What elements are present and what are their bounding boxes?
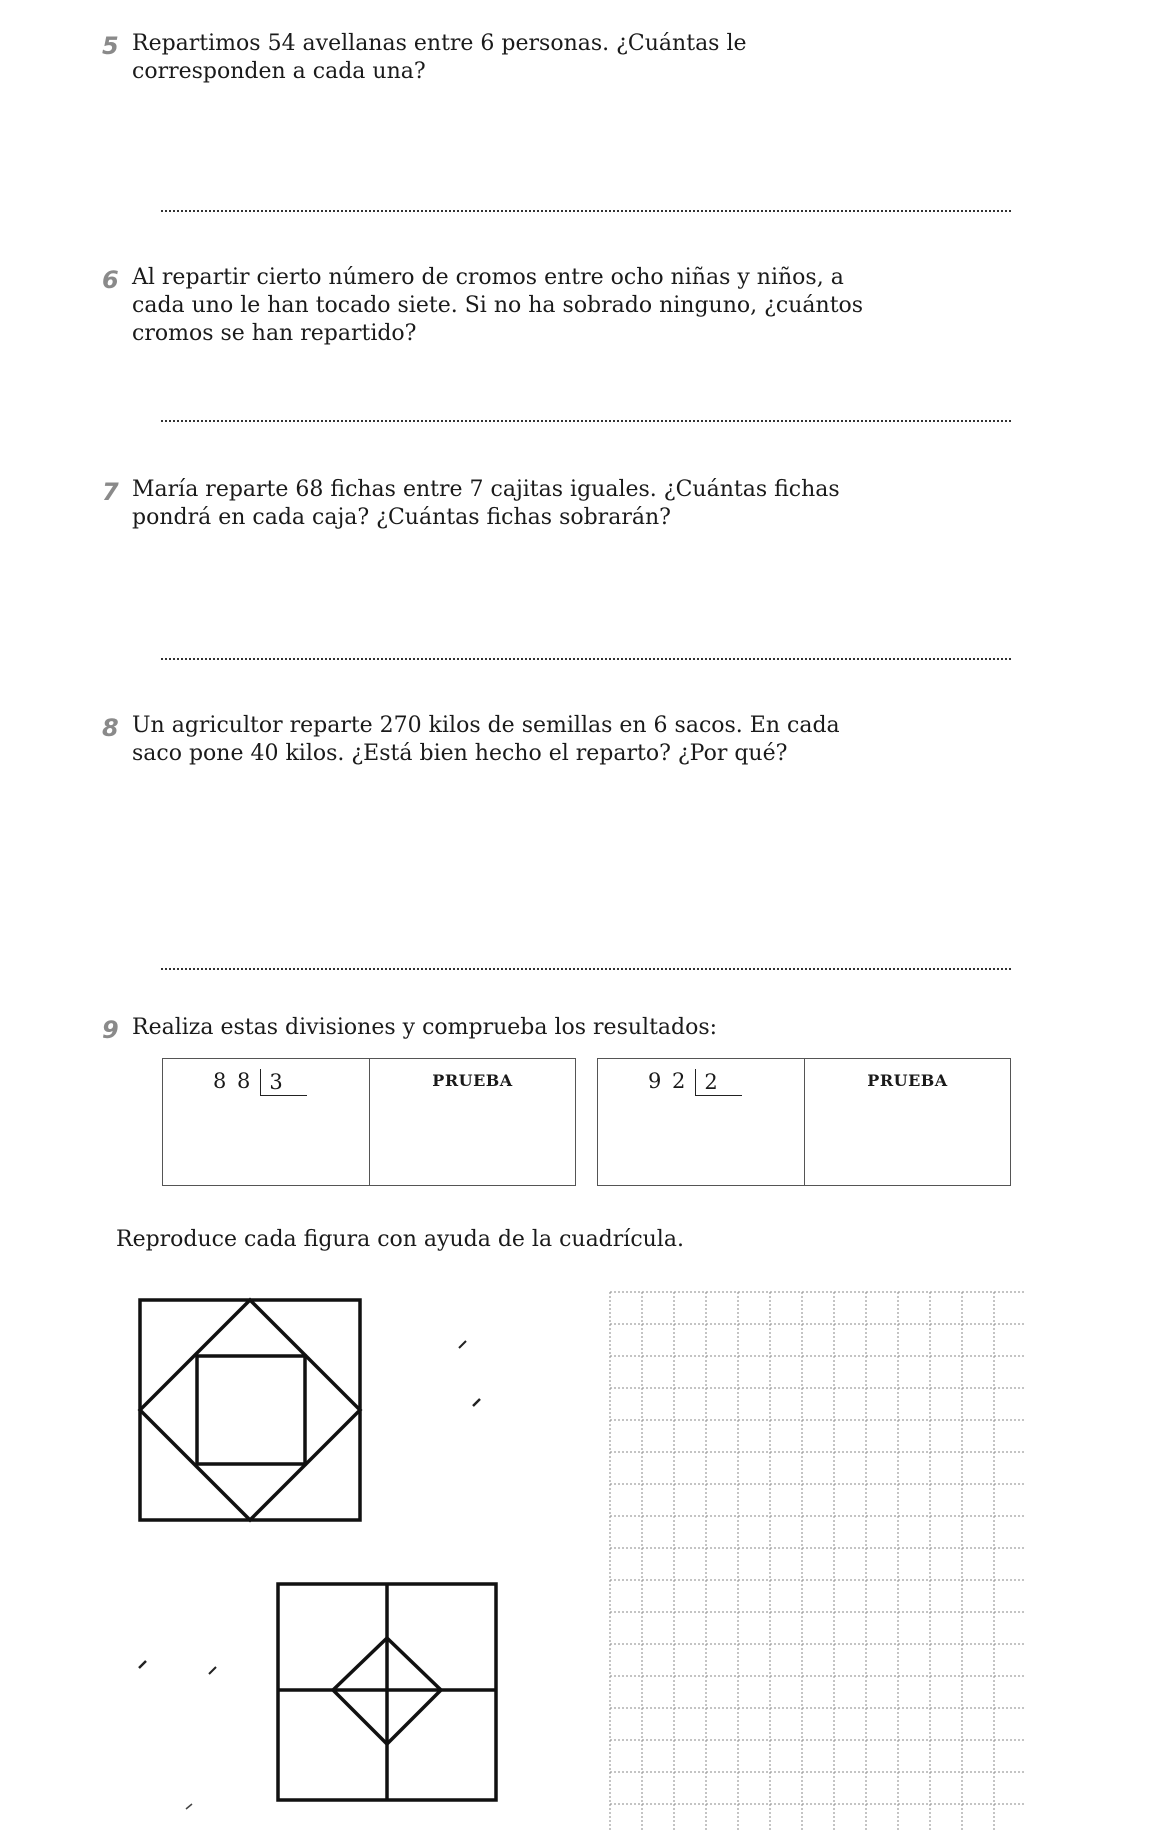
question-number: 6: [102, 266, 119, 294]
check-cell[interactable]: [369, 1059, 575, 1185]
division-work-cell[interactable]: [598, 1059, 804, 1185]
stray-mark: [206, 1666, 218, 1676]
question-text: Al repartir cierto número de cromos entre ocho niñas y niños, a cada uno le han tocado siete. Si no ha sobrado ninguno, ¿cuántos cromos se han repartido?: [132, 265, 864, 346]
figure-quartered-square: [276, 1582, 498, 1802]
divisor: 2: [695, 1069, 741, 1096]
answer-line[interactable]: [161, 420, 1011, 422]
dividend: 9 2: [648, 1069, 688, 1093]
dividend: 8 8: [213, 1069, 253, 1093]
check-label: PRUEBA: [867, 1071, 948, 1090]
question-text: Repartimos 54 avellanas entre 6 personas. ¿Cuántas le corresponden a cada una?: [132, 31, 747, 84]
instruction-text: Reproduce cada figura con ayuda de la cuadrícula.: [116, 1227, 684, 1252]
division-table-2: [597, 1058, 1011, 1186]
stray-mark: [456, 1340, 468, 1350]
question-9: [102, 1014, 892, 1044]
question-text: Realiza estas divisiones y comprueba los resultados:: [132, 1015, 718, 1040]
question-text: María reparte 68 fichas entre 7 cajitas iguales. ¿Cuántas fichas pondrá en cada caja? ¿Cuántas fichas sobrarán?: [132, 477, 840, 530]
divisor: 3: [260, 1069, 306, 1096]
question-6: [102, 264, 892, 348]
question-text: Un agricultor reparte 270 kilos de semillas en 6 sacos. En cada saco pone 40 kilos. ¿Está bien hecho el reparto? ¿Por qué?: [132, 713, 840, 766]
question-number: 9: [102, 1016, 119, 1044]
question-number: 5: [102, 32, 119, 60]
drawing-grid[interactable]: [608, 1290, 1026, 1832]
answer-line[interactable]: [161, 210, 1011, 212]
stray-mark: [470, 1398, 482, 1408]
division-table-1: [162, 1058, 576, 1186]
long-division: [213, 1069, 307, 1096]
division-work-cell[interactable]: [163, 1059, 369, 1185]
check-label: PRUEBA: [432, 1071, 513, 1090]
answer-line[interactable]: [161, 658, 1011, 660]
answer-line[interactable]: [161, 968, 1011, 970]
stray-mark: [184, 1803, 194, 1811]
figure-diamond-square: [138, 1298, 362, 1522]
check-cell[interactable]: [804, 1059, 1010, 1185]
question-5: [102, 30, 892, 86]
stray-mark: [136, 1660, 148, 1670]
question-7: [102, 476, 892, 532]
question-number: 7: [102, 478, 119, 506]
long-division: [648, 1069, 742, 1096]
question-8: [102, 712, 892, 768]
question-number: 8: [102, 714, 119, 742]
